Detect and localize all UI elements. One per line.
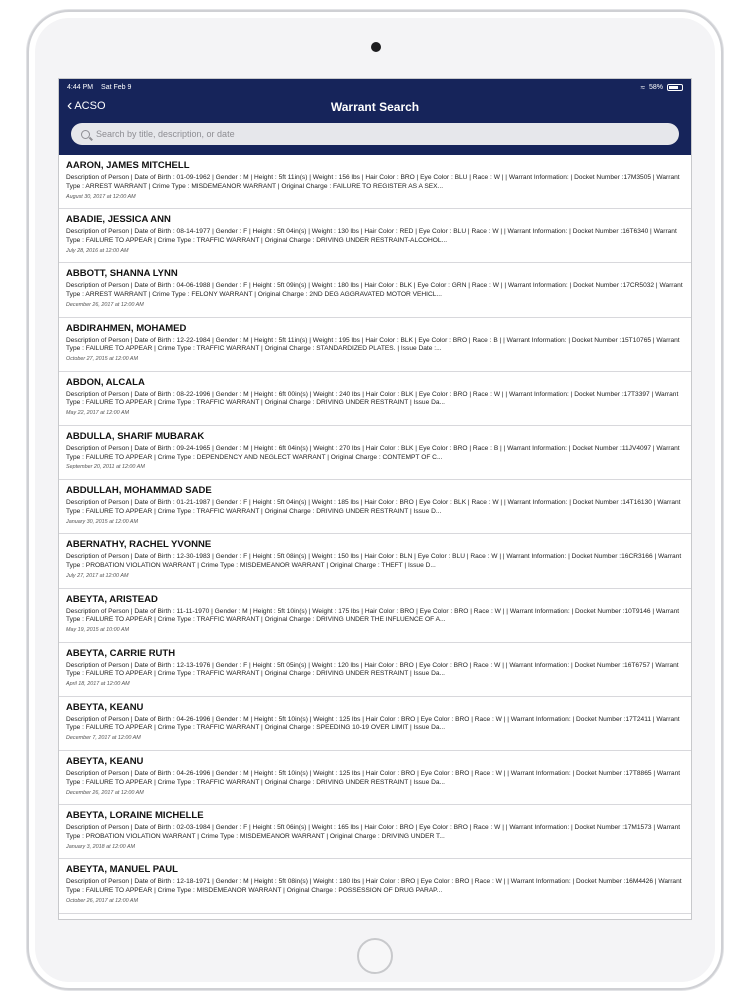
camera-icon [371, 42, 381, 52]
status-bar [59, 79, 691, 95]
warrant-date: September 20, 2011 at 12:00 AM [66, 464, 145, 471]
warrant-date: May 19, 2015 at 10:00 AM [66, 627, 130, 633]
warrant-list-item[interactable] [59, 697, 691, 751]
warrant-date: May 22, 2017 at 12:00 AM [66, 410, 130, 417]
warrant-name: ABBOTT, SHANNA LYNN [66, 268, 178, 280]
status-time: 4:44 PM [67, 83, 94, 91]
warrant-description: Description of Person | Date of Birth : 04-26-1996 | Gender : M | Height : 5ft 10in(s) | Weight : 125 lbs | Hair Color : BRO | Eye Color : BRO | Race : W | | Warrant Information: | Docket Number :17T2411 | Warrant Type : FAILURE TO APPEAR | Crime Type : TRAFFIC WARRANT | Original Charge : SPEEDING 10-19 OVER LIMIT | Issue Da... [66, 715, 680, 732]
status-right [641, 83, 683, 92]
warrant-date: December 7, 2017 at 12:00 AM [66, 735, 141, 742]
warrant-description: Description of Person | Date of Birth : 08-14-1977 | Gender : F | Height : 5ft 04in(s) | Weight : 130 lbs | Hair Color : RED | Eye Color : BLU | Race : W | | Warrant Information: | Docket Number :16T6340 | Warrant Type : FAILURE TO APPEAR | Crime Type : TRAFFIC WARRANT | Original Charge : DRIVING UNDER RESTRAINT-ALCOHOL... [66, 228, 677, 244]
warrant-name: ABDULLAH, MOHAMMAD SADE [66, 485, 212, 497]
warrant-list-item[interactable] [59, 155, 691, 209]
warrant-list-item[interactable] [59, 589, 691, 643]
chevron-left-icon: ‹ [67, 97, 73, 114]
warrant-date: August 30, 2017 at 12:00 AM [66, 193, 136, 200]
warrant-name: ABEYTA, ARISTEAD [66, 593, 158, 605]
warrant-date: April 18, 2017 at 12:00 AM [66, 681, 130, 688]
warrant-name: ABEYTA, LORAINE MICHELLE [66, 810, 204, 822]
warrant-description: Description of Person | Date of Birth : 04-26-1996 | Gender : M | Height : 5ft 10in(s) | Weight : 125 lbs | Hair Color : BRO | Eye Color : BRO | Race : W | | Warrant Information: | Docket Number :17T8865 | Warrant Type : FAILURE TO APPEAR | Crime Type : TRAFFIC WARRANT | Original Charge : DRIVING UNDER RESTRAINT | Issue Da... [66, 770, 681, 786]
back-button[interactable] [67, 98, 106, 114]
app-screen [58, 78, 692, 920]
warrant-list-item[interactable] [59, 372, 691, 426]
warrant-list-item[interactable] [59, 263, 691, 317]
status-date: Sat Feb 9 [101, 83, 132, 91]
warrant-name: ABERNATHY, RACHEL YVONNE [66, 539, 212, 551]
warrant-name: ABDON, ALCALA [66, 376, 145, 388]
warrant-name: ABDULLA, SHARIF MUBARAK [66, 430, 205, 442]
warrant-date: July 28, 2016 at 12:00 AM [66, 247, 129, 254]
wifi-icon: ≈ [640, 82, 645, 92]
search-input[interactable] [96, 129, 669, 139]
search-icon [81, 130, 90, 139]
warrant-list-item[interactable] [59, 534, 691, 588]
warrant-date: July 27, 2017 at 12:00 AM [66, 572, 129, 579]
warrant-name: ABEYTA, MANUEL PAUL [66, 864, 178, 876]
warrant-date: December 26, 2017 at 12:00 AM [66, 789, 144, 796]
app-header [59, 79, 691, 155]
nav-bar [59, 95, 691, 119]
warrant-name: AARON, JAMES MITCHELL [66, 160, 190, 171]
warrant-list [59, 155, 691, 914]
warrant-description: Description of Person | Date of Birth : 11-11-1970 | Gender : M | Height : 5ft 10in(s) | Weight : 175 lbs | Hair Color : BRO | Eye Color : BRO | Race : W | | Warrant Information: | Docket Number :10T9146 | Warrant Type : FAILURE TO APPEAR | Crime Type : TRAFFIC WARRANT | Original Charge : DRIVING UNDER THE INFLUENCE OF A... [66, 607, 680, 624]
search-container [59, 119, 691, 145]
warrant-name: ABADIE, JESSICA ANN [66, 214, 171, 226]
warrant-description: Description of Person | Date of Birth : 02-03-1984 | Gender : F | Height : 5ft 06in(s) | Weight : 165 lbs | Hair Color : BRO | Eye Color : BRO | Race : W | | Warrant Information: | Docket Number :17M1573 | Warrant Type : PROBATION VIOLATION WARRANT | Crime Type : MISDEMEANOR WARRANT | Original Charge : DRIVING UNDER T... [66, 824, 681, 840]
warrant-name: ABEYTA, KEANU [66, 756, 144, 768]
warrant-description: Description of Person | Date of Birth : 09-24-1965 | Gender : M | Height : 6ft 04in(s) | Weight : 270 lbs | Hair Color : BLK | Eye Color : BRO | Race : B | | Warrant Information: | Docket Number :11JV4097 | Warrant Type : FAILURE TO APPEAR | Crime Type : DEPENDENCY AND NEGLECT WARRANT | Original Charge : CONTEMPT OF C... [66, 444, 680, 461]
warrant-list-item[interactable] [59, 426, 691, 480]
warrant-date: October 26, 2017 at 12:00 AM [66, 897, 139, 904]
warrant-list-item[interactable] [59, 751, 691, 805]
warrant-description: Description of Person | Date of Birth : 12-13-1976 | Gender : F | Height : 5ft 05in(s) | Weight : 120 lbs | Hair Color : BRO | Eye Color : BRO | Race : W | | Warrant Information: | Docket Number :16T6757 | Warrant Type : FAILURE TO APPEAR | Crime Type : TRAFFIC WARRANT | Original Charge : DRIVING UNDER RESTRAINT | Issue Da... [66, 661, 679, 678]
warrant-list-item[interactable] [59, 805, 691, 859]
search-bar[interactable] [71, 123, 679, 145]
warrant-list-item[interactable] [59, 859, 691, 913]
warrant-name: ABDIRAHMEN, MOHAMED [66, 322, 187, 334]
warrant-date: December 26, 2017 at 12:00 AM [66, 301, 144, 308]
warrant-description: Description of Person | Date of Birth : 12-18-1971 | Gender : M | Height : 5ft 08in(s) | Weight : 180 lbs | Hair Color : BRO | Eye Color : BRO | Race : W | | Warrant Information: | Docket Number :16M4426 | Warrant Type : FAILURE TO APPEAR | Crime Type : MISDEMEANOR WARRANT | Original Charge : POSSESSION OF DRUG PARAP... [66, 878, 682, 895]
warrant-date: January 30, 2015 at 12:00 AM [66, 518, 139, 525]
battery-percent: 58% [648, 83, 663, 91]
warrant-list-item[interactable] [59, 480, 691, 534]
warrant-list-item[interactable] [59, 318, 691, 372]
warrant-list-item[interactable] [59, 643, 691, 697]
warrant-name: ABEYTA, KEANU [66, 701, 144, 713]
back-label: ACSO [74, 100, 106, 112]
warrant-date: October 27, 2015 at 12:00 AM [66, 356, 139, 363]
warrant-name: ABEYTA, CARRIE RUTH [66, 647, 176, 659]
warrant-description: Description of Person | Date of Birth : 01-21-1987 | Gender : F | Height : 5ft 04in(s) | Weight : 185 lbs | Hair Color : BRO | Eye Color : BLK | Race : W | | Warrant Information: | Docket Number :14T16130 | Warrant Type : FAILURE TO APPEAR | Crime Type : TRAFFIC WARRANT | Original Charge : DRIVING UNDER RESTRAINT | Issue D... [66, 499, 681, 515]
warrant-description: Description of Person | Date of Birth : 12-22-1984 | Gender : M | Height : 5ft 11in(s) | Weight : 195 lbs | Hair Color : BLK | Eye Color : BRO | Race : B | | Warrant Information: | Docket Number :15T10765 | Warrant Type : FAILURE TO APPEAR | Crime Type : TRAFFIC WARRANT | Original Charge : STANDARDIZED PLATES. | Issue Date :... [66, 336, 680, 353]
warrant-date: January 3, 2018 at 12:00 AM [66, 843, 136, 850]
home-button[interactable] [357, 938, 393, 974]
warrant-description: Description of Person | Date of Birth : 12-30-1983 | Gender : F | Height : 5ft 08in(s) | Weight : 150 lbs | Hair Color : BLN | Eye Color : BLU | Race : W | | Warrant Information: | Docket Number :16CR3166 | Warrant Type : PROBATION VIOLATION WARRANT | Crime Type : MISDEMEANOR WARRANT | Original Charge : THEFT | Issue D... [66, 553, 682, 569]
warrant-list-item[interactable] [59, 209, 691, 263]
warrant-description: Description of Person | Date of Birth : 01-09-1962 | Gender : M | Height : 5ft 11in(s) | Weight : 156 lbs | Hair Color : BRO | Eye Color : BLU | Race : W | | Warrant Information: | Docket Number :17M3505 | Warrant Type : ARREST WARRANT | Crime Type : MISDEMEANOR WARRANT | Original Charge : FAILURE TO REGISTER AS A SEX... [66, 174, 680, 190]
status-left [67, 84, 137, 91]
page-title: Warrant Search [330, 100, 420, 114]
warrant-description: Description of Person | Date of Birth : 04-06-1988 | Gender : F | Height : 5ft 09in(s) | Weight : 180 lbs | Hair Color : BLK | Eye Color : GRN | Race : W | | Warrant Information: | Docket Number :17CR5032 | Warrant Type : ARREST WARRANT | Crime Type : FELONY WARRANT | Original Charge : 2ND DEG AGGRAVATED MOTOR VEHICL... [66, 282, 683, 298]
warrant-description: Description of Person | Date of Birth : 08-22-1996 | Gender : M | Height : 6ft 00in(s) | Weight : 240 lbs | Hair Color : BLK | Eye Color : BRO | Race : W | | Warrant Information: | Docket Number :17T3397 | Warrant Type : FAILURE TO APPEAR | Crime Type : TRAFFIC WARRANT | Original Charge : DRIVING UNDER RESTRAINT | Issue Da... [66, 390, 679, 407]
battery-icon [667, 84, 683, 91]
